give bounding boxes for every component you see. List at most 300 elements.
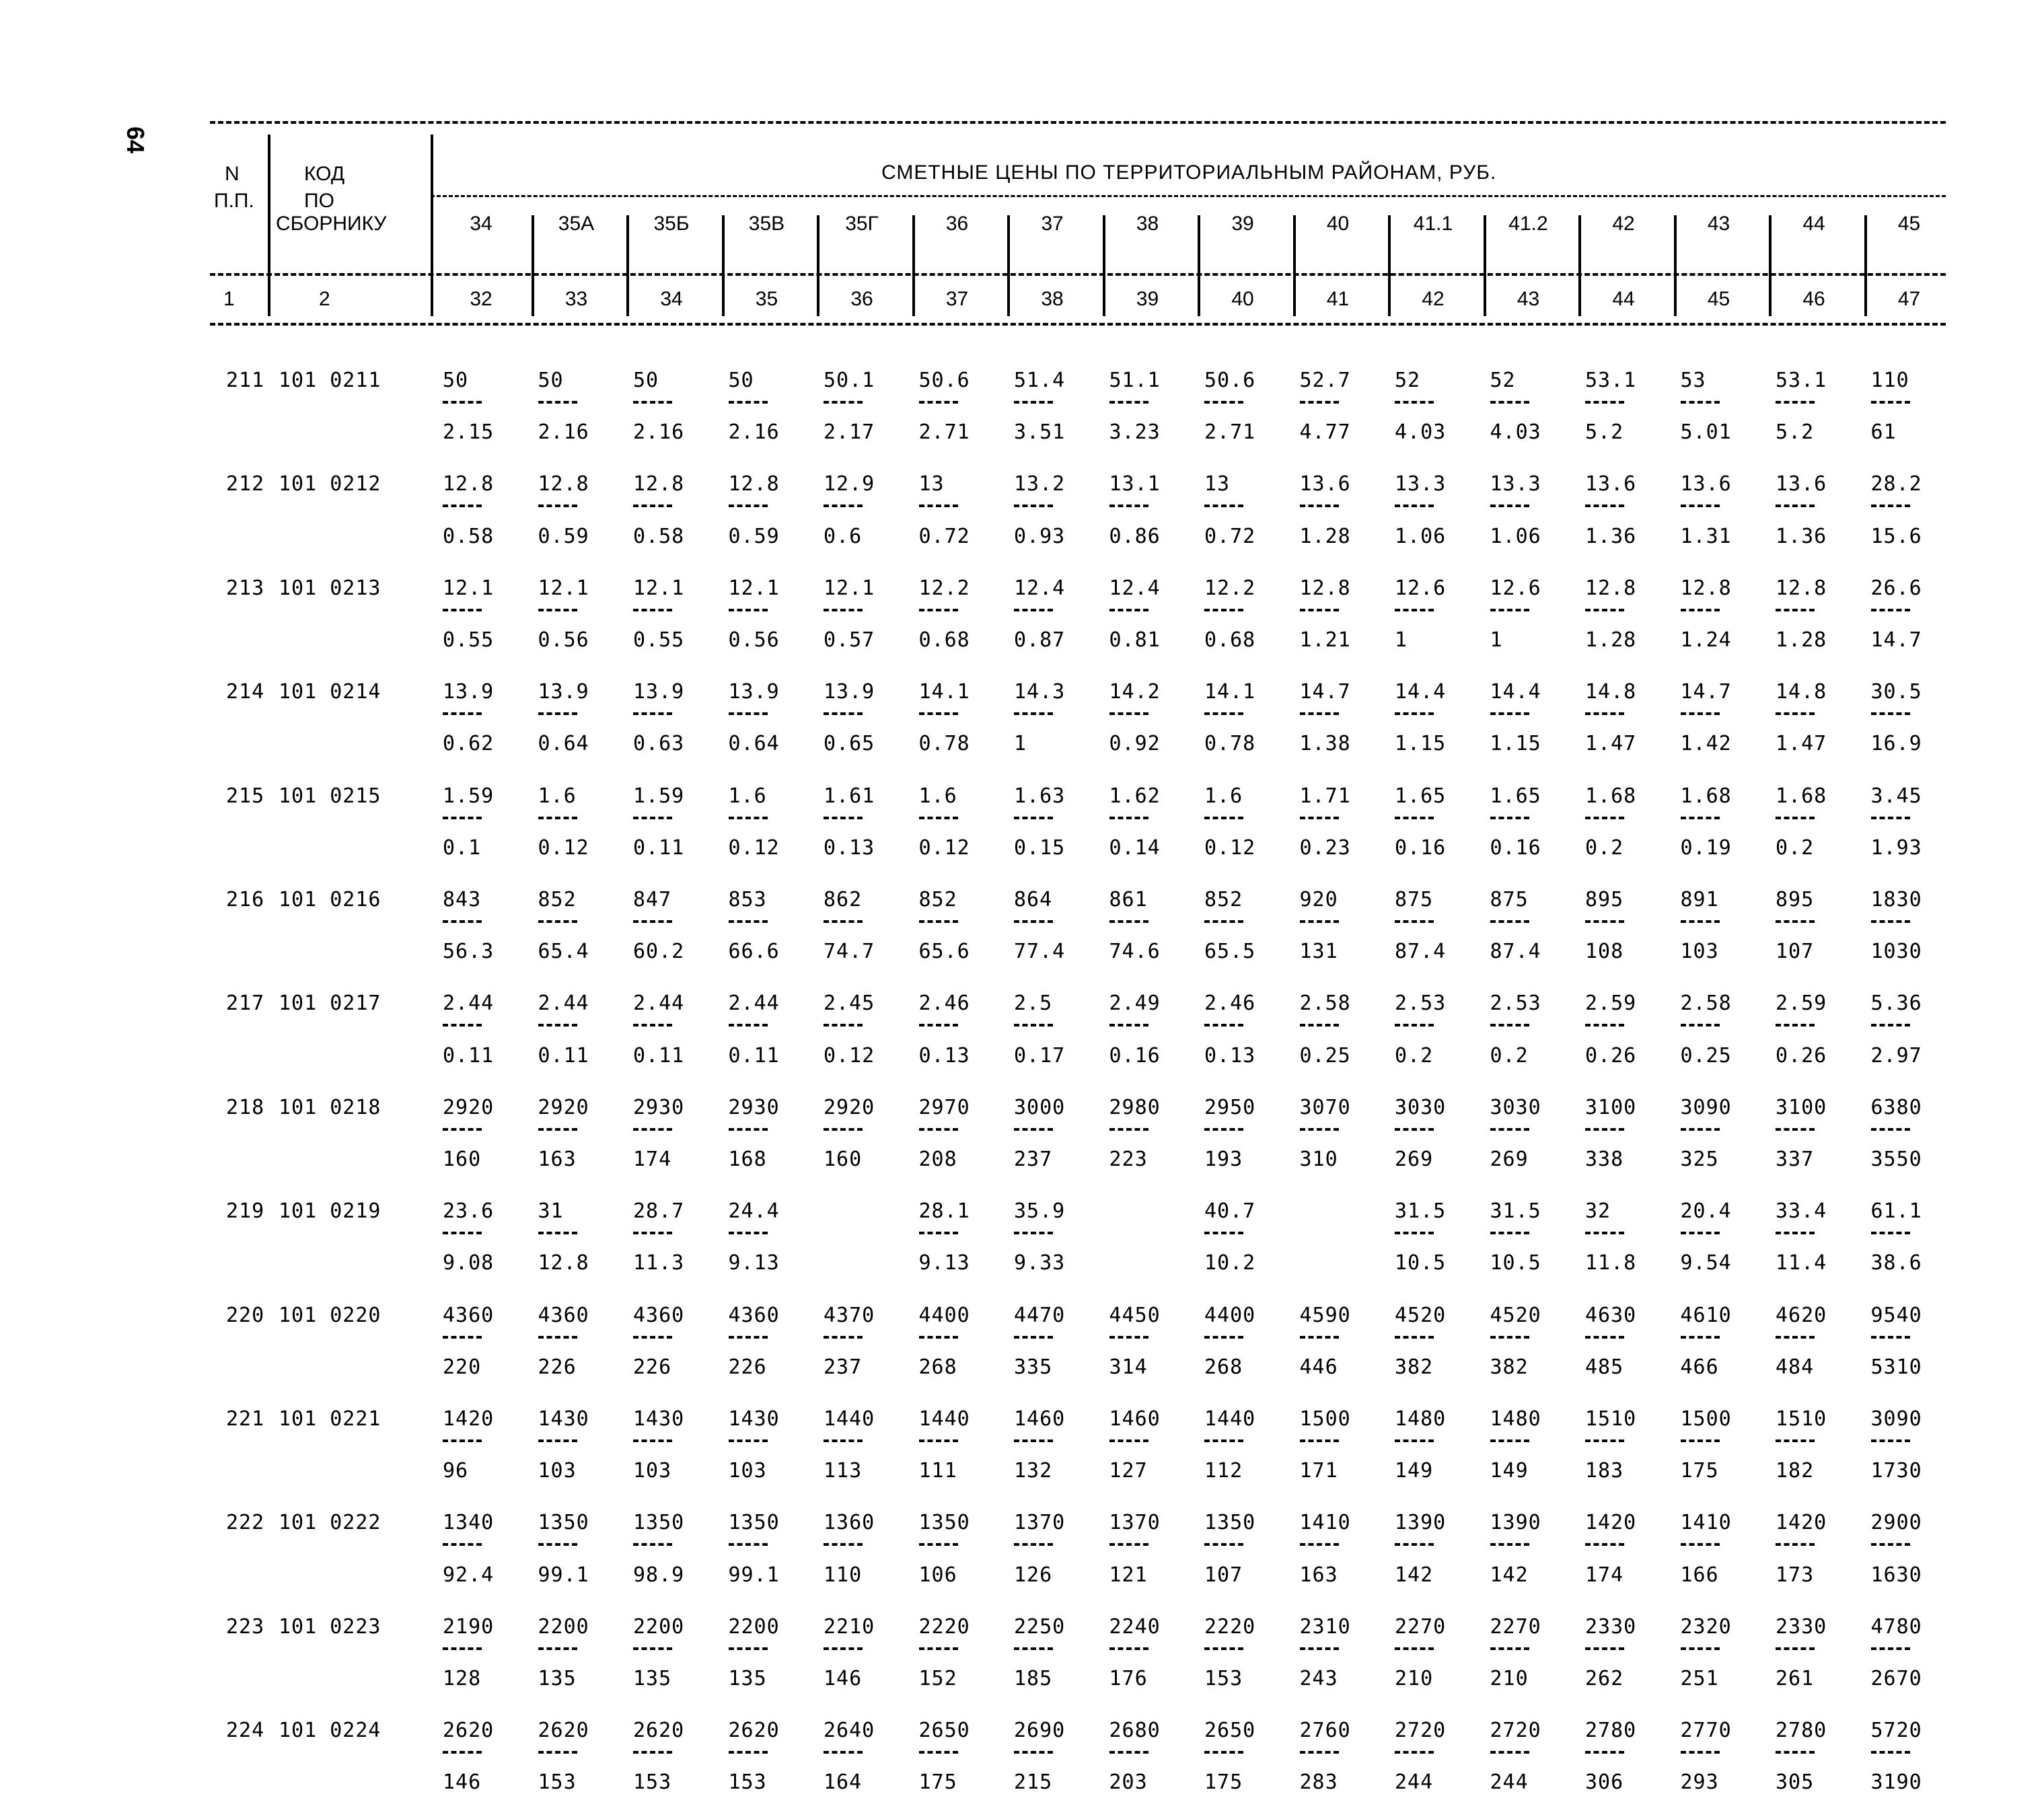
table-cell: 10.5 bbox=[1490, 1251, 1541, 1275]
fraction-line bbox=[443, 1647, 482, 1650]
header-col1-line1: N bbox=[225, 163, 240, 185]
table-cell: 35.9 bbox=[1014, 1199, 1066, 1224]
region-column-number: 34 bbox=[660, 288, 683, 310]
table-cell: 3.51 bbox=[1014, 420, 1066, 445]
header-divider bbox=[1674, 215, 1677, 316]
table-cell: 175 bbox=[1204, 1770, 1243, 1794]
fraction-line bbox=[1681, 1440, 1720, 1442]
fraction-line bbox=[1109, 1751, 1148, 1754]
table-cell: 12.2 bbox=[918, 576, 970, 600]
table-cell: 0.57 bbox=[824, 628, 875, 652]
table-cell: 107 bbox=[1776, 940, 1815, 964]
row-number: 218 bbox=[226, 1095, 265, 1119]
table-cell: 1350 bbox=[918, 1511, 970, 1535]
table-cell: 14.4 bbox=[1490, 680, 1541, 704]
table-cell: 2220 bbox=[918, 1614, 970, 1639]
table-cell: 337 bbox=[1776, 1148, 1815, 1171]
table-cell: 268 bbox=[1204, 1355, 1243, 1379]
row-number: 215 bbox=[226, 784, 265, 808]
table-cell: 131 bbox=[1299, 940, 1338, 964]
fraction-line bbox=[538, 401, 577, 404]
row-code: 101 0217 bbox=[279, 992, 381, 1016]
table-cell: 13.2 bbox=[1014, 472, 1066, 496]
fraction-line bbox=[633, 1647, 672, 1650]
table-cell: 0.25 bbox=[1680, 1043, 1732, 1068]
table-cell: 12.1 bbox=[443, 576, 495, 600]
fraction-line bbox=[729, 1543, 768, 1546]
table-cell: 4520 bbox=[1490, 1303, 1541, 1327]
table-cell: 1.47 bbox=[1776, 732, 1827, 756]
fraction-line bbox=[1681, 712, 1720, 715]
table-cell: 1.65 bbox=[1490, 784, 1541, 808]
table-cell: 96 bbox=[443, 1459, 469, 1483]
row-number: 214 bbox=[226, 680, 265, 704]
region-column-number: 37 bbox=[945, 288, 969, 310]
table-cell: 0.2 bbox=[1490, 1043, 1529, 1068]
table-cell: 920 bbox=[1299, 888, 1338, 911]
table-cell: 0.1 bbox=[443, 835, 482, 860]
table-cell: 2210 bbox=[824, 1614, 875, 1639]
region-column-number: 33 bbox=[564, 288, 588, 310]
table-cell: 0.11 bbox=[538, 1043, 589, 1068]
fraction-line bbox=[1109, 920, 1148, 923]
table-cell: 0.25 bbox=[1299, 1043, 1351, 1068]
fraction-line bbox=[1395, 1232, 1434, 1234]
table-cell: 1030 bbox=[1870, 940, 1922, 964]
table-cell: 261 bbox=[1776, 1667, 1815, 1690]
header-col2-line3: СБОРНИКУ bbox=[276, 213, 387, 235]
table-cell: 1440 bbox=[1204, 1407, 1256, 1431]
fraction-line bbox=[1585, 1647, 1624, 1650]
fraction-line bbox=[919, 1024, 958, 1026]
table-cell: 0.11 bbox=[728, 1043, 780, 1068]
region-column-number: 47 bbox=[1897, 288, 1921, 310]
table-cell: 862 bbox=[824, 888, 863, 911]
table-cell: 14.4 bbox=[1395, 680, 1447, 704]
fraction-line bbox=[919, 1751, 958, 1754]
region-column-number: 38 bbox=[1041, 288, 1064, 310]
table-cell: 20.4 bbox=[1680, 1199, 1732, 1224]
table-cell: 14.8 bbox=[1585, 680, 1637, 704]
table-cell: 174 bbox=[1585, 1563, 1624, 1587]
fraction-line bbox=[729, 1440, 768, 1442]
fraction-line bbox=[919, 1232, 958, 1234]
table-cell: 2780 bbox=[1585, 1719, 1637, 1743]
table-cell: 466 bbox=[1680, 1355, 1719, 1379]
table-cell: 2680 bbox=[1109, 1719, 1161, 1743]
header-divider bbox=[431, 135, 433, 316]
table-cell: 485 bbox=[1585, 1355, 1624, 1379]
fraction-line bbox=[443, 609, 482, 611]
table-cell: 0.81 bbox=[1109, 628, 1161, 652]
fraction-line bbox=[633, 1232, 672, 1234]
table-cell: 128 bbox=[443, 1667, 482, 1690]
table-cell: 103 bbox=[1680, 940, 1719, 964]
header-col1-number: 1 bbox=[223, 288, 235, 310]
fraction-line bbox=[729, 401, 768, 404]
table-cell: 268 bbox=[918, 1355, 957, 1379]
fraction-line bbox=[729, 1232, 768, 1234]
table-cell: 2920 bbox=[824, 1095, 875, 1119]
fraction-line bbox=[1681, 920, 1720, 923]
table-cell: 2.44 bbox=[538, 992, 589, 1016]
fraction-line bbox=[538, 1128, 577, 1131]
table-cell: 11.8 bbox=[1585, 1251, 1637, 1275]
table-cell: 60.2 bbox=[633, 940, 685, 964]
table-cell: 1.38 bbox=[1299, 732, 1351, 756]
header-divider bbox=[1769, 215, 1772, 316]
table-cell: 0.16 bbox=[1395, 835, 1447, 860]
table-cell: 4520 bbox=[1395, 1303, 1447, 1327]
table-cell: 4450 bbox=[1109, 1303, 1161, 1327]
table-cell: 110 bbox=[1870, 369, 1909, 392]
fraction-line bbox=[1204, 712, 1243, 715]
table-cell: 847 bbox=[633, 888, 672, 911]
header-divider bbox=[532, 215, 534, 316]
table-cell: 2.97 bbox=[1870, 1043, 1922, 1068]
table-cell: 12.9 bbox=[824, 472, 875, 496]
table-cell: 12.6 bbox=[1395, 576, 1447, 600]
fraction-line bbox=[1490, 1543, 1529, 1546]
fraction-line bbox=[729, 1647, 768, 1650]
fraction-line bbox=[1681, 1128, 1720, 1131]
table-cell: 0.72 bbox=[1204, 524, 1256, 548]
table-cell: 5.2 bbox=[1776, 420, 1815, 445]
row-number: 220 bbox=[226, 1303, 265, 1327]
table-cell: 99.1 bbox=[538, 1563, 589, 1587]
table-cell: 13.3 bbox=[1490, 472, 1541, 496]
row-code: 101 0214 bbox=[279, 680, 381, 704]
fraction-line bbox=[824, 504, 863, 507]
region-header: 35А bbox=[558, 213, 595, 235]
fraction-line bbox=[1681, 1751, 1720, 1754]
fraction-line bbox=[1204, 1543, 1243, 1546]
table-cell: 13.9 bbox=[824, 680, 875, 704]
table-cell: 1.31 bbox=[1680, 524, 1732, 548]
table-cell: 2.44 bbox=[633, 992, 685, 1016]
header-divider bbox=[626, 215, 629, 316]
region-header: 45 bbox=[1897, 213, 1921, 235]
table-cell: 127 bbox=[1109, 1459, 1148, 1483]
table-cell: 0.17 bbox=[1014, 1043, 1066, 1068]
fraction-line bbox=[729, 1128, 768, 1131]
fraction-line bbox=[1585, 1128, 1624, 1131]
fraction-line bbox=[1204, 1336, 1243, 1339]
table-cell: 4360 bbox=[633, 1303, 685, 1327]
fraction-line bbox=[443, 1336, 482, 1339]
fraction-line bbox=[1395, 504, 1434, 507]
row-code: 101 0222 bbox=[279, 1511, 381, 1535]
fraction-line bbox=[633, 1128, 672, 1131]
fraction-line bbox=[1490, 1232, 1529, 1234]
row-code: 101 0211 bbox=[279, 369, 381, 392]
table-cell: 0.56 bbox=[728, 628, 780, 652]
table-cell: 31.5 bbox=[1490, 1199, 1541, 1224]
table-cell: 0.11 bbox=[633, 835, 685, 860]
fraction-line bbox=[729, 1024, 768, 1026]
table-cell: 38.6 bbox=[1870, 1251, 1922, 1275]
fraction-line bbox=[1014, 1751, 1053, 1754]
fraction-line bbox=[1204, 401, 1243, 404]
table-cell: 223 bbox=[1109, 1148, 1148, 1171]
table-cell: 1 bbox=[1490, 628, 1503, 652]
table-cell: 74.6 bbox=[1109, 940, 1161, 964]
table-cell: 1500 bbox=[1680, 1407, 1732, 1431]
table-cell: 1730 bbox=[1870, 1459, 1922, 1483]
table-cell: 13.9 bbox=[633, 680, 685, 704]
table-cell: 99.1 bbox=[728, 1563, 780, 1587]
table-cell: 5310 bbox=[1870, 1355, 1922, 1379]
table-cell: 16.9 bbox=[1870, 732, 1922, 756]
table-cell: 1830 bbox=[1870, 888, 1922, 911]
table-cell: 2.5 bbox=[1014, 992, 1053, 1016]
table-cell: 1.24 bbox=[1680, 628, 1732, 652]
table-cell: 0.78 bbox=[918, 732, 970, 756]
table-cell: 12.8 bbox=[538, 1251, 589, 1275]
table-cell: 50.6 bbox=[1204, 369, 1256, 392]
table-cell: 110 bbox=[824, 1563, 863, 1587]
fraction-line bbox=[538, 1647, 577, 1650]
table-cell: 1.68 bbox=[1680, 784, 1732, 808]
table-cell: 65.5 bbox=[1204, 940, 1256, 964]
table-cell: 4620 bbox=[1776, 1303, 1827, 1327]
table-cell: 325 bbox=[1680, 1148, 1719, 1171]
fraction-line bbox=[1490, 1128, 1529, 1131]
table-cell: 208 bbox=[918, 1148, 957, 1171]
fraction-line bbox=[1109, 504, 1148, 507]
table-cell: 1420 bbox=[443, 1407, 495, 1431]
fraction-line bbox=[1490, 1751, 1529, 1754]
table-cell: 0.64 bbox=[728, 732, 780, 756]
table-cell: 9540 bbox=[1870, 1303, 1922, 1327]
table-cell: 111 bbox=[918, 1459, 957, 1483]
table-cell: 2200 bbox=[728, 1614, 780, 1639]
fraction-line bbox=[1395, 1336, 1434, 1339]
table-cell: 2620 bbox=[443, 1719, 495, 1743]
table-cell: 6380 bbox=[1870, 1095, 1922, 1119]
table-cell: 382 bbox=[1490, 1355, 1529, 1379]
table-cell: 0.78 bbox=[1204, 732, 1256, 756]
table-cell: 2.58 bbox=[1299, 992, 1351, 1016]
table-cell: 226 bbox=[728, 1355, 767, 1379]
fraction-line bbox=[1871, 1336, 1910, 1339]
fraction-line bbox=[1109, 1543, 1148, 1546]
fraction-line bbox=[538, 920, 577, 923]
fraction-line bbox=[919, 609, 958, 611]
table-cell: 1410 bbox=[1680, 1511, 1732, 1535]
row-number: 221 bbox=[226, 1407, 265, 1431]
fraction-line bbox=[1204, 817, 1243, 819]
table-cell: 173 bbox=[1776, 1563, 1815, 1587]
table-cell: 226 bbox=[633, 1355, 672, 1379]
row-code: 101 0213 bbox=[279, 576, 381, 600]
fraction-line bbox=[1109, 609, 1148, 611]
region-header: 38 bbox=[1136, 213, 1159, 235]
table-cell: 4610 bbox=[1680, 1303, 1732, 1327]
table-cell: 0.11 bbox=[633, 1043, 685, 1068]
table-cell: 28.1 bbox=[918, 1199, 970, 1224]
table-cell: 193 bbox=[1204, 1148, 1243, 1171]
table-cell: 1.21 bbox=[1299, 628, 1351, 652]
table-cell: 92.4 bbox=[443, 1563, 495, 1587]
row-code: 101 0212 bbox=[279, 472, 381, 496]
fraction-line bbox=[824, 1647, 863, 1650]
fraction-line bbox=[1490, 609, 1529, 611]
region-header: 37 bbox=[1041, 213, 1064, 235]
table-cell: 2320 bbox=[1680, 1614, 1732, 1639]
fraction-line bbox=[633, 1336, 672, 1339]
fraction-line bbox=[443, 1024, 482, 1026]
table-cell: 66.6 bbox=[728, 940, 780, 964]
table-cell: 12.8 bbox=[633, 472, 685, 496]
table-cell: 153 bbox=[538, 1770, 577, 1794]
fraction-line bbox=[1109, 1024, 1148, 1026]
fraction-line bbox=[1871, 817, 1910, 819]
table-cell: 1510 bbox=[1585, 1407, 1637, 1431]
region-header: 39 bbox=[1231, 213, 1254, 235]
fraction-line bbox=[1014, 609, 1053, 611]
row-number: 213 bbox=[226, 576, 265, 600]
table-cell: 106 bbox=[918, 1563, 957, 1587]
row-code: 101 0215 bbox=[279, 784, 381, 808]
table-cell: 2.46 bbox=[918, 992, 970, 1016]
table-cell: 52.7 bbox=[1299, 369, 1351, 392]
fraction-line bbox=[1776, 1647, 1815, 1650]
table-cell: 74.7 bbox=[824, 940, 875, 964]
region-column-number: 43 bbox=[1517, 288, 1540, 310]
fraction-line bbox=[1395, 401, 1434, 404]
table-cell: 0.13 bbox=[824, 835, 875, 860]
table-cell: 12.6 bbox=[1490, 576, 1541, 600]
fraction-line bbox=[824, 401, 863, 404]
table-cell: 1370 bbox=[1109, 1511, 1161, 1535]
region-header: 35Б bbox=[653, 213, 690, 235]
table-cell: 135 bbox=[633, 1667, 672, 1690]
fraction-line bbox=[1300, 1440, 1339, 1442]
table-cell: 1630 bbox=[1870, 1563, 1922, 1587]
table-cell: 895 bbox=[1776, 888, 1815, 911]
table-cell: 891 bbox=[1680, 888, 1719, 911]
table-cell: 226 bbox=[538, 1355, 577, 1379]
table-cell: 2.59 bbox=[1585, 992, 1637, 1016]
fraction-line bbox=[1014, 1543, 1053, 1546]
fraction-line bbox=[1014, 712, 1053, 715]
table-cell: 53.1 bbox=[1585, 369, 1637, 392]
row-code: 101 0224 bbox=[279, 1719, 381, 1743]
fraction-line bbox=[1300, 920, 1339, 923]
region-header: 40 bbox=[1326, 213, 1350, 235]
fraction-line bbox=[1776, 1232, 1815, 1234]
table-cell: 2640 bbox=[824, 1719, 875, 1743]
table-cell: 153 bbox=[1204, 1667, 1243, 1690]
fraction-line bbox=[729, 504, 768, 507]
fraction-line bbox=[1300, 817, 1339, 819]
table-cell: 243 bbox=[1299, 1667, 1338, 1690]
fraction-line bbox=[633, 504, 672, 507]
region-header: 41.1 bbox=[1413, 213, 1453, 235]
fraction-line bbox=[919, 817, 958, 819]
table-cell: 237 bbox=[1014, 1148, 1053, 1171]
fraction-line bbox=[824, 1751, 863, 1754]
table-cell: 1.15 bbox=[1490, 732, 1541, 756]
table-cell: 1.28 bbox=[1776, 628, 1827, 652]
table-cell: 13.6 bbox=[1680, 472, 1732, 496]
fraction-line bbox=[1395, 1024, 1434, 1026]
table-cell: 0.58 bbox=[443, 524, 495, 548]
table-cell: 176 bbox=[1109, 1667, 1148, 1690]
table-cell: 50 bbox=[538, 369, 564, 392]
fraction-line bbox=[1776, 1336, 1815, 1339]
table-cell: 13.9 bbox=[538, 680, 589, 704]
table-cell: 2.53 bbox=[1490, 992, 1541, 1016]
table-cell: 0.11 bbox=[443, 1043, 495, 1068]
table-cell: 2920 bbox=[443, 1095, 495, 1119]
fraction-line bbox=[824, 1336, 863, 1339]
table-cell: 107 bbox=[1204, 1563, 1243, 1587]
table-cell: 4590 bbox=[1299, 1303, 1351, 1327]
region-header: 35Г bbox=[845, 213, 879, 235]
fraction-line bbox=[1204, 1024, 1243, 1026]
header-top-rule bbox=[210, 121, 1946, 124]
fraction-line bbox=[1871, 1647, 1910, 1650]
table-cell: 33.4 bbox=[1776, 1199, 1827, 1224]
fraction-line bbox=[538, 817, 577, 819]
fraction-line bbox=[1490, 817, 1529, 819]
table-cell: 2330 bbox=[1585, 1614, 1637, 1639]
fraction-line bbox=[1490, 1647, 1529, 1650]
table-cell: 1440 bbox=[918, 1407, 970, 1431]
table-cell: 0.55 bbox=[633, 628, 685, 652]
table-cell: 220 bbox=[443, 1355, 482, 1379]
table-cell: 0.2 bbox=[1395, 1043, 1434, 1068]
region-header: 36 bbox=[945, 213, 969, 235]
fraction-line bbox=[824, 1440, 863, 1442]
region-column-number: 39 bbox=[1136, 288, 1159, 310]
fraction-line bbox=[1300, 1128, 1339, 1131]
table-cell: 4.03 bbox=[1395, 420, 1447, 445]
fraction-line bbox=[538, 1024, 577, 1026]
table-cell: 9.33 bbox=[1014, 1251, 1066, 1275]
table-cell: 2.45 bbox=[824, 992, 875, 1016]
table-cell: 98.9 bbox=[633, 1563, 685, 1587]
table-cell: 0.72 bbox=[918, 524, 970, 548]
fraction-line bbox=[1776, 504, 1815, 507]
fraction-line bbox=[729, 712, 768, 715]
fraction-line bbox=[1300, 1024, 1339, 1026]
table-cell: 1.47 bbox=[1585, 732, 1637, 756]
fraction-line bbox=[1681, 1232, 1720, 1234]
table-cell: 3.23 bbox=[1109, 420, 1161, 445]
fraction-line bbox=[1776, 1751, 1815, 1754]
region-column-number: 36 bbox=[850, 288, 873, 310]
header-col2-line2: ПО bbox=[304, 190, 334, 212]
fraction-line bbox=[443, 920, 482, 923]
fraction-line bbox=[1585, 401, 1624, 404]
table-cell: 3100 bbox=[1585, 1095, 1637, 1119]
fraction-line bbox=[538, 1543, 577, 1546]
fraction-line bbox=[1395, 1543, 1434, 1546]
table-cell: 2620 bbox=[728, 1719, 780, 1743]
header-bottom-rule bbox=[210, 323, 1946, 326]
fraction-line bbox=[1871, 920, 1910, 923]
table-cell: 1.06 bbox=[1395, 524, 1447, 548]
region-header: 43 bbox=[1707, 213, 1730, 235]
fraction-line bbox=[1395, 920, 1434, 923]
row-code: 101 0220 bbox=[279, 1303, 381, 1327]
table-cell: 0.14 bbox=[1109, 835, 1161, 860]
table-cell: 0.2 bbox=[1585, 835, 1624, 860]
table-cell: 1.42 bbox=[1680, 732, 1732, 756]
